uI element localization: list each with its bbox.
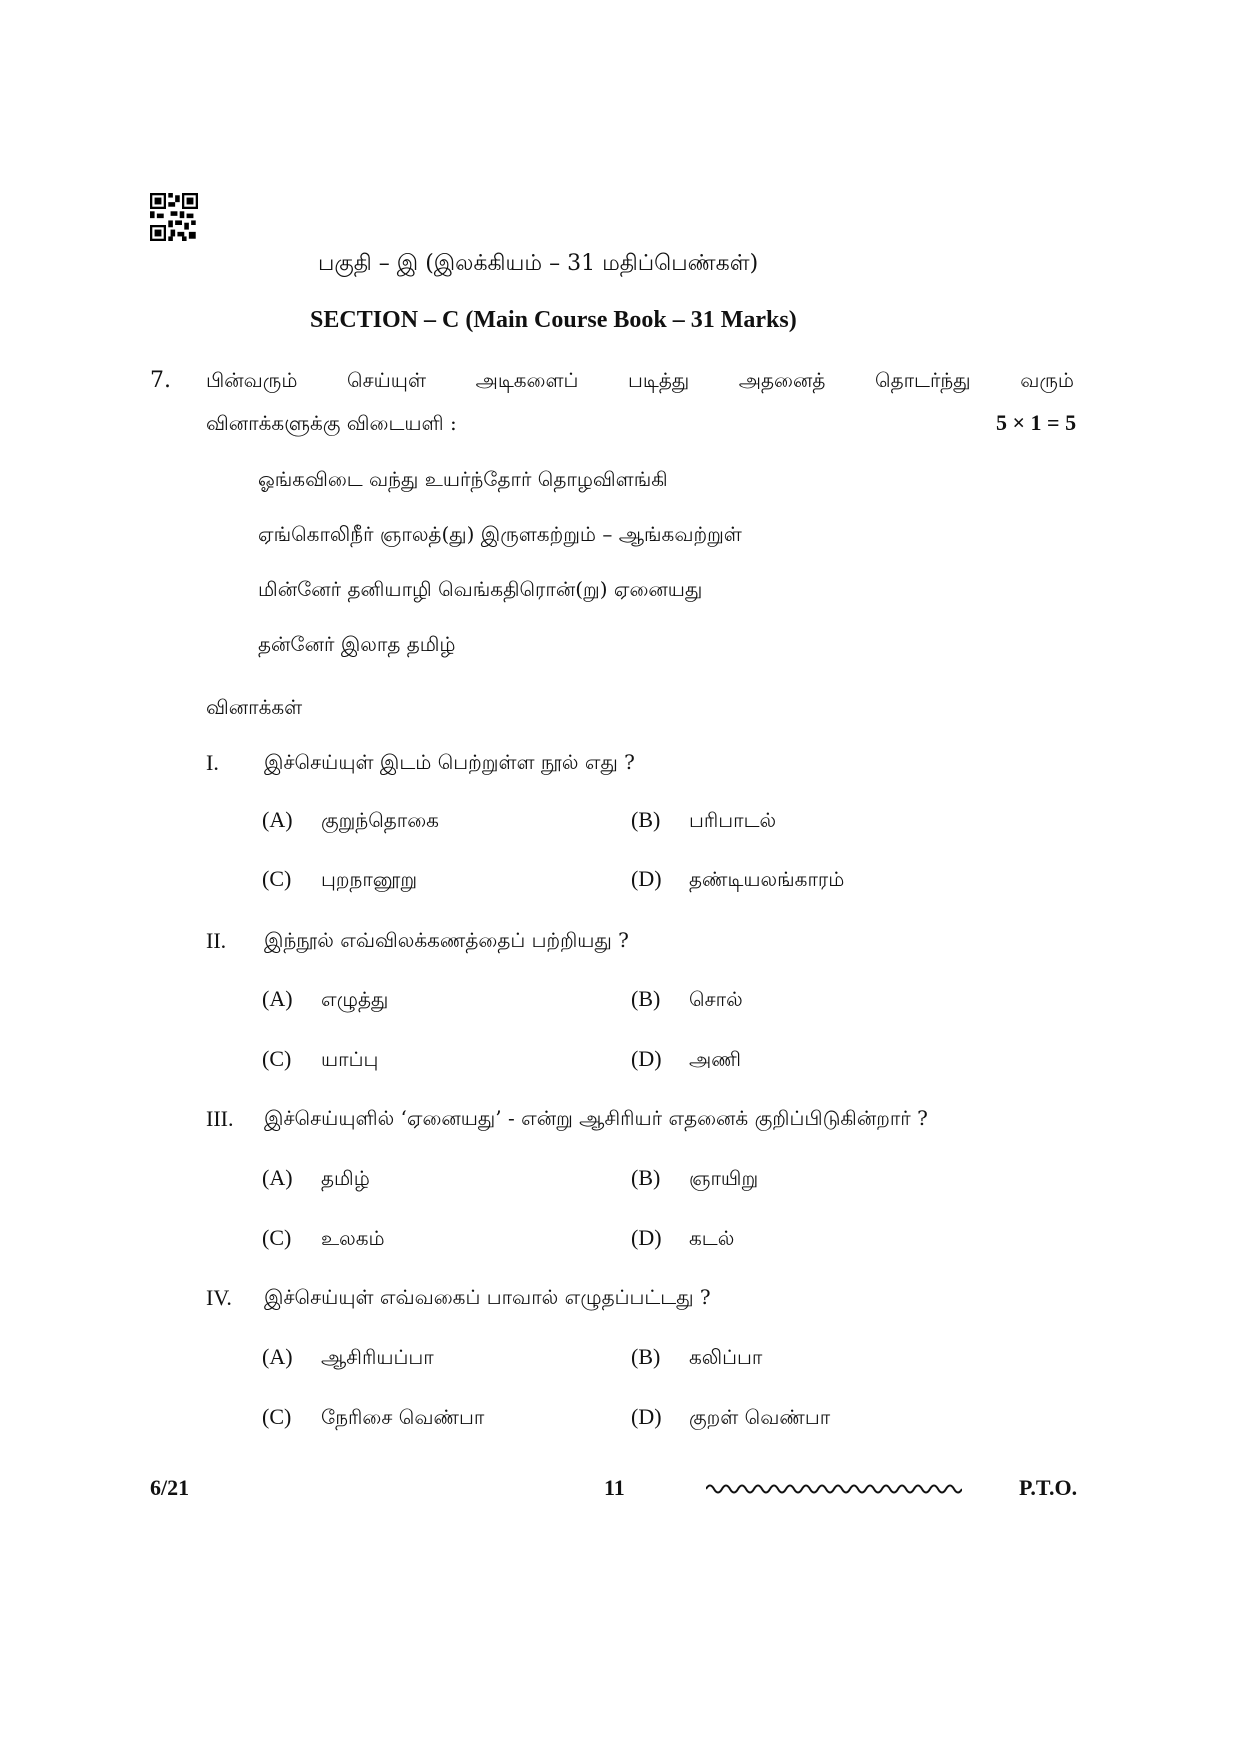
option-text: அணி bbox=[689, 1047, 741, 1071]
subquestion-text: இச்செய்யுள் எவ்வகைப் பாவால் எழுதப்பட்டது ? bbox=[264, 1285, 711, 1309]
wavy-line-divider bbox=[706, 1481, 962, 1497]
option-text: புறநானூறு bbox=[321, 867, 418, 891]
question-number: 7. bbox=[150, 368, 171, 393]
section-title-tamil: பகுதி – இ (இலக்கியம் – 31 மதிப்பெண்கள்) bbox=[318, 251, 759, 276]
option-text: தமிழ் bbox=[321, 1166, 370, 1190]
option-text: பரிபாடல் bbox=[689, 808, 777, 832]
option-letter: (A) bbox=[262, 1344, 293, 1369]
option-c bbox=[262, 1404, 291, 1430]
option-text: தண்டியலங்காரம் bbox=[689, 867, 845, 891]
option-letter: (A) bbox=[262, 1165, 293, 1190]
please-turn-over: P.T.O. bbox=[1019, 1475, 1078, 1500]
subquestion-text: இச்செய்யுள் இடம் பெற்றுள்ள நூல் எது ? bbox=[264, 750, 635, 774]
option-b bbox=[631, 986, 660, 1012]
option-d bbox=[631, 1404, 662, 1430]
option-letter: (C) bbox=[262, 866, 292, 891]
option-b bbox=[631, 807, 660, 833]
option-text: உலகம் bbox=[321, 1226, 385, 1250]
instruction-word: அதனைத் bbox=[738, 368, 826, 392]
subquestion-text: இந்நூல் எவ்விலக்கணத்தைப் பற்றியது ? bbox=[264, 928, 629, 952]
question-instruction-line2: வினாக்களுக்கு விடையளி : bbox=[206, 411, 457, 435]
option-letter: (D) bbox=[631, 1046, 662, 1071]
section-title-english: SECTION – C (Main Course Book – 31 Marks) bbox=[310, 307, 797, 333]
option-text: எழுத்து bbox=[321, 987, 389, 1011]
instruction-word: செய்யுள் bbox=[347, 368, 426, 392]
option-letter: (A) bbox=[262, 986, 293, 1011]
option-letter: (D) bbox=[631, 866, 662, 891]
option-text: கலிப்பா bbox=[689, 1345, 763, 1369]
option-letter: (B) bbox=[631, 986, 661, 1011]
option-letter: (B) bbox=[631, 1344, 661, 1369]
option-text: குறள் வெண்பா bbox=[689, 1405, 831, 1429]
poem-line: தன்னேர் இலாத தமிழ் bbox=[258, 632, 456, 656]
subquestion-number: III. bbox=[206, 1106, 234, 1131]
instruction-word: வரும் bbox=[1020, 368, 1074, 392]
option-letter: (B) bbox=[631, 1165, 661, 1190]
option-d bbox=[631, 1046, 662, 1072]
option-text: நேரிசை வெண்பா bbox=[321, 1405, 485, 1429]
poem-line: ஓங்கவிடை வந்து உயர்ந்தோர் தொழவிளங்கி bbox=[258, 467, 668, 491]
option-text: யாப்பு bbox=[321, 1047, 379, 1071]
subquestion-number: I. bbox=[206, 750, 219, 775]
option-text: கடல் bbox=[689, 1226, 735, 1250]
poem-line: மின்னேர் தனியாழி வெங்கதிரொன்(று) ஏனையது bbox=[258, 577, 703, 601]
option-a bbox=[262, 807, 293, 833]
option-d bbox=[631, 866, 662, 892]
option-letter: (C) bbox=[262, 1404, 292, 1429]
instruction-word: அடிகளைப் bbox=[475, 368, 579, 392]
option-a bbox=[262, 1165, 293, 1191]
option-c bbox=[262, 1046, 291, 1072]
question-instruction-line1 bbox=[206, 368, 1074, 395]
paper-code: 6/21 bbox=[150, 1475, 190, 1500]
option-c bbox=[262, 1225, 291, 1251]
option-b bbox=[631, 1165, 660, 1191]
questions-heading: வினாக்கள் bbox=[206, 695, 303, 719]
option-letter: (D) bbox=[631, 1404, 662, 1429]
option-c bbox=[262, 866, 291, 892]
option-text: சொல் bbox=[689, 987, 743, 1011]
option-text: ஆசிரியப்பா bbox=[321, 1345, 434, 1369]
subquestion-number: II. bbox=[206, 928, 227, 953]
option-b bbox=[631, 1344, 660, 1370]
option-a bbox=[262, 1344, 293, 1370]
subquestion-number: IV. bbox=[206, 1285, 232, 1310]
option-letter: (D) bbox=[631, 1225, 662, 1250]
instruction-word: பின்வரும் bbox=[206, 368, 298, 392]
instruction-word: தொடர்ந்து bbox=[875, 368, 971, 392]
option-letter: (C) bbox=[262, 1225, 292, 1250]
page-number: 11 bbox=[604, 1475, 625, 1500]
option-text: ஞாயிறு bbox=[689, 1166, 759, 1190]
option-text: குறுந்தொகை bbox=[321, 808, 439, 832]
option-d bbox=[631, 1225, 662, 1251]
option-letter: (B) bbox=[631, 807, 661, 832]
option-letter: (C) bbox=[262, 1046, 292, 1071]
instruction-word: படித்து bbox=[628, 368, 690, 392]
subquestion-text: இச்செய்யுளில் ‘ஏனையது’ - என்று ஆசிரியர் எதனைக் குறிப்பிடுகின்றார் ? bbox=[264, 1106, 928, 1130]
option-letter: (A) bbox=[262, 807, 293, 832]
qr-code-icon bbox=[150, 193, 198, 241]
marks-allocation: 5 × 1 = 5 bbox=[996, 410, 1077, 435]
poem-line: ஏங்கொலிநீர் ஞாலத்(து) இருளகற்றும் – ஆங்கவற்றுள் bbox=[258, 522, 742, 546]
option-a bbox=[262, 986, 293, 1012]
